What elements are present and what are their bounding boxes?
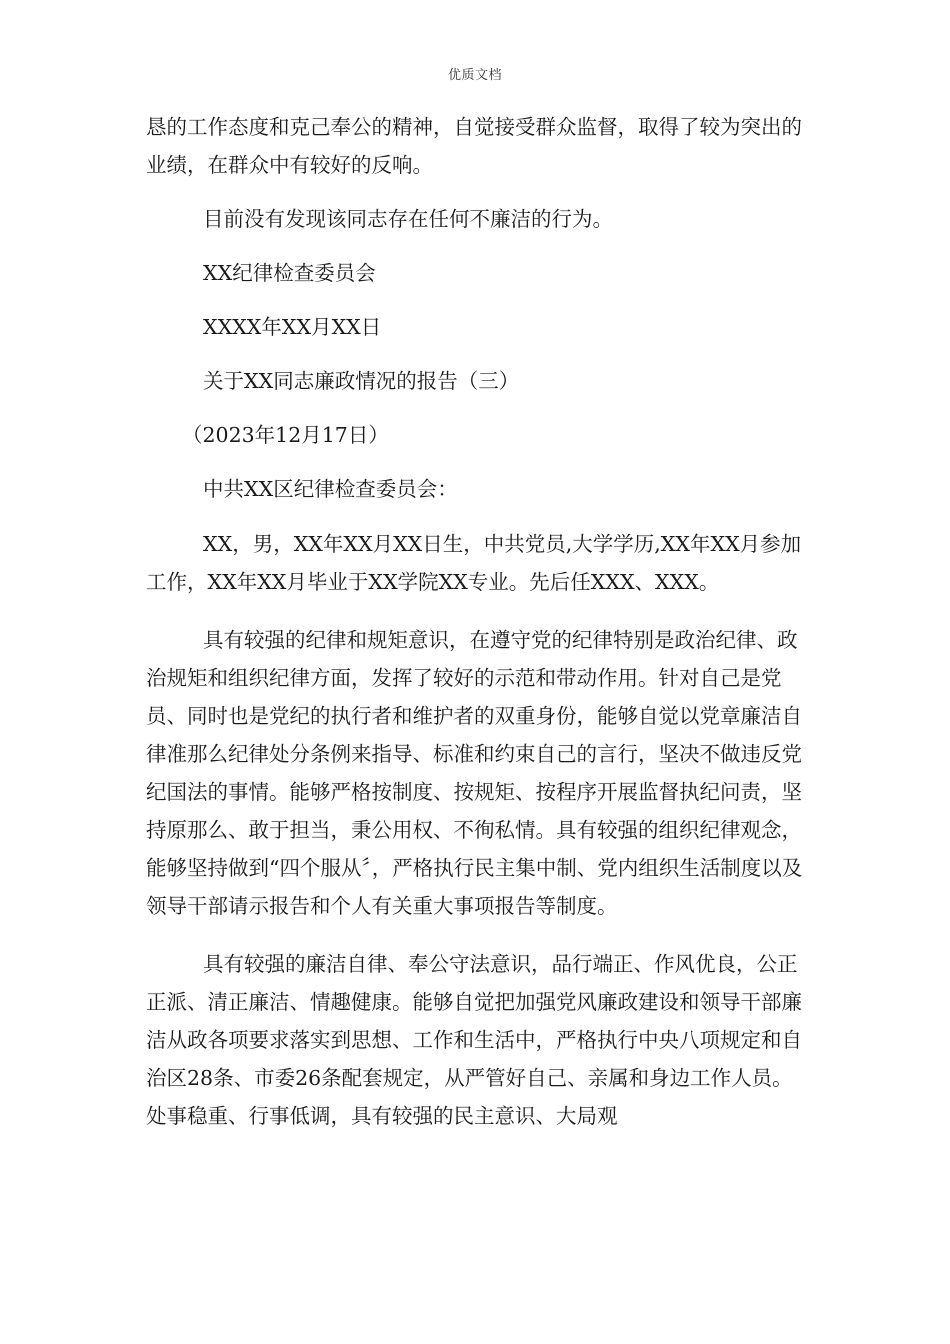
- conclusion-paragraph: 目前没有发现该同志存在任何不廉洁的行为。: [203, 207, 613, 231]
- signature-organization: XX纪律检查委员会: [203, 261, 376, 285]
- salutation: 中共XX区纪律检查委员会：: [203, 477, 458, 501]
- discipline-paragraph: 具有较强的纪律和规矩意识，在遵守党的纪律特别是政治纪律、政治规矩和组织纪律方面，发挥了较好的示范和带动作用。针对自己是党员、同时也是党纪的执行者和维护者的双重身份，能够自觉以党章廉洁自律准那么纪律处分条例来指导、标准和约束自己的言行，坚决不做违反党纪国法的事情。能够严格按制度、按规矩、按程序开展监督执纪问责，坚持原那么、敢于担当，秉公用权、不徇私情。具有较强的组织纪律观念，能够坚持做到“四个服从〞，严格执行民主集中制、党内组织生活制度以及领导干部请示报告和个人有关重大事项报告等制度。: [146, 628, 803, 918]
- signature-date: XXXX年XX月XX日: [203, 315, 382, 339]
- report-date: （2023年12月17日）: [182, 423, 389, 447]
- biography-paragraph: XX，男，XX年XX月XX日生，中共党员,大学学历,XX年XX月参加工作，XX年XX月毕业于XX学院XX专业。先后任XXX、XXX。: [146, 532, 802, 594]
- document-body: [146, 108, 806, 1135]
- integrity-paragraph: 具有较强的廉洁自律、奉公守法意识，品行端正、作风优良，公正正派、清正廉洁、情趣健康。能够自觉把加强党风廉政建设和领导干部廉洁从政各项要求落实到思想、工作和生活中，严格执行中央八项规定和自治区28条、市委26条配套规定，从严管好自己、亲属和身边工作人员。处事稳重、行事低调，具有较强的民主意识、大局观: [146, 952, 802, 1128]
- page-header: 优质文档: [447, 68, 502, 83]
- report-title: 关于XX同志廉政情况的报告（三）: [203, 369, 520, 393]
- continuation-paragraph: 恳的工作态度和克己奉公的精神，自觉接受群众监督，取得了较为突出的业绩，在群众中有较好的反响。: [146, 115, 802, 177]
